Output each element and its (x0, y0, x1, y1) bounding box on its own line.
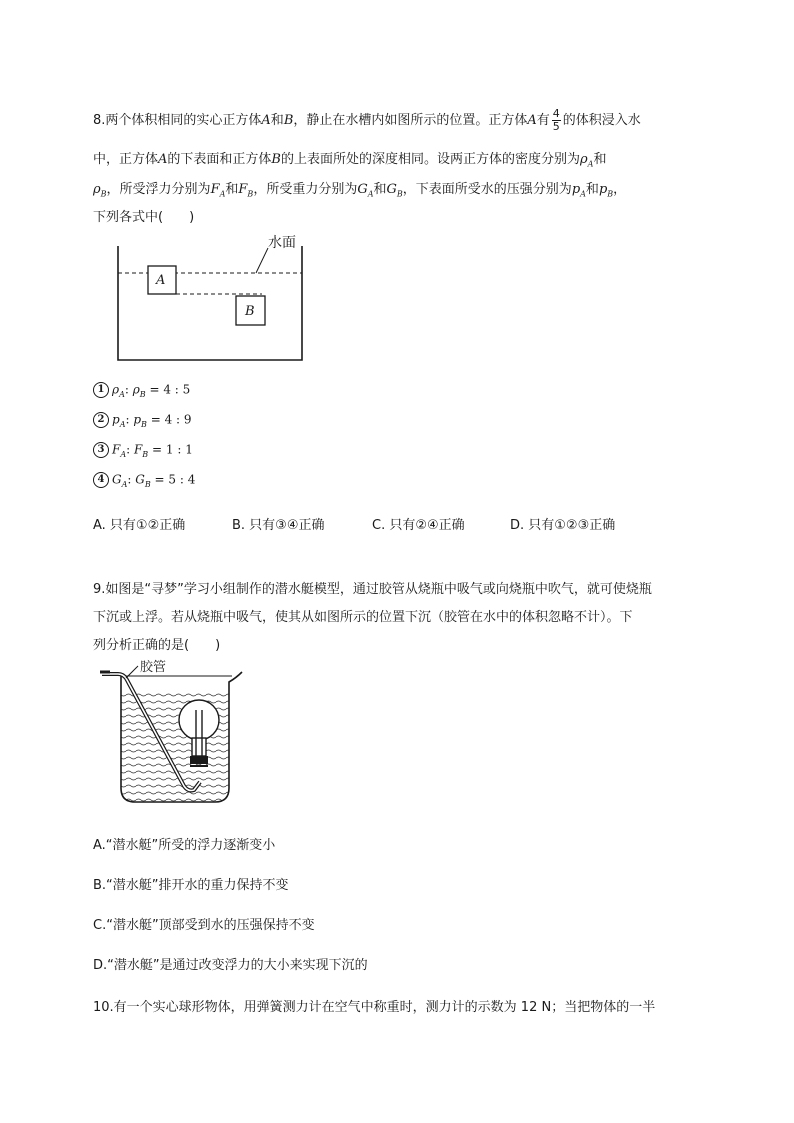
cube-b-label: B (245, 304, 255, 319)
q8-option-b[interactable]: B. 只有③④正确 (232, 518, 325, 533)
water-surface-label: 水面 (268, 235, 296, 251)
q9-option-c[interactable]: C.“潜水艇”顶部受到水的压强保持不变 (93, 918, 315, 933)
water-label-leader (256, 248, 268, 273)
q8-option-a[interactable]: A. 只有①②正确 (93, 518, 186, 533)
q8-line-4: 下列各式中( ) (93, 210, 195, 225)
q8-line-2: 中，正方体A的下表面和正方体B的上表面所处的深度相同。设两正方体的密度分别为$\rho_A$和 (93, 152, 607, 169)
tube-label: 胶管 (140, 660, 167, 675)
q9-option-d[interactable]: D.“潜水艇”是通过改变浮力的大小来实现下沉的 (93, 958, 368, 973)
q9-option-a[interactable]: A.“潜水艇”所受的浮力逐渐变小 (93, 838, 276, 853)
q8-line-1: 8.两个体积相同的实心正方体A和B，静止在水槽内如图所示的位置。正方体A有 $\frac{4}{5}$ 的体积浸入水 (93, 107, 641, 133)
q9-line-3: 列分析正确的是( ) (93, 638, 221, 653)
q9-beaker-figure (96, 656, 256, 808)
q9-line-2: 下沉或上浮。若从烧瓶中吸气，使其从如图所示的位置下沉（胶管在水中的体积忽略不计）。下 (93, 610, 633, 625)
statement-4: 4 $G_A$: $G_B = 5$ : 4 (93, 472, 195, 489)
q9-line-1: 9.如图是“寻梦”学习小组制作的潜水艇模型，通过胶管从烧瓶中吸气或向烧瓶中吹气，就可使烧瓶 (93, 582, 652, 597)
q8-line-3: $\rho_B$，所受浮力分别为$F_A$和$F_B$，所受重力分别为$G_A$和$G_B$，下表面所受水的压强分别为$p_A$和$p_B$， (93, 182, 627, 199)
q8-option-c[interactable]: C. 只有②④正确 (372, 518, 465, 533)
statement-2: 2 $p_A$: $p_B = 4$ : 9 (93, 412, 192, 429)
flask-bulb (179, 700, 219, 740)
cube-a-label: A (156, 273, 166, 288)
statement-3: 3 $F_A$: $F_B = 1$ : 1 (93, 442, 193, 459)
q8-option-d[interactable]: D. 只有①②③正确 (510, 518, 616, 533)
flask-neck (192, 738, 206, 756)
flask-stopper (190, 756, 208, 764)
statement-1: 1 $\rho_A$: $\rho_B = 4$ : 5 (93, 382, 190, 399)
q9-option-b[interactable]: B.“潜水艇”排开水的重力保持不变 (93, 878, 289, 893)
q10-line-1: 10.有一个实心球形物体，用弹簧测力计在空气中称重时，测力计的示数为 12 N；当把物体的一半 (93, 1000, 656, 1015)
fraction-4-5: $\frac{4}{5}$ (552, 107, 560, 133)
tank-walls (118, 246, 302, 360)
